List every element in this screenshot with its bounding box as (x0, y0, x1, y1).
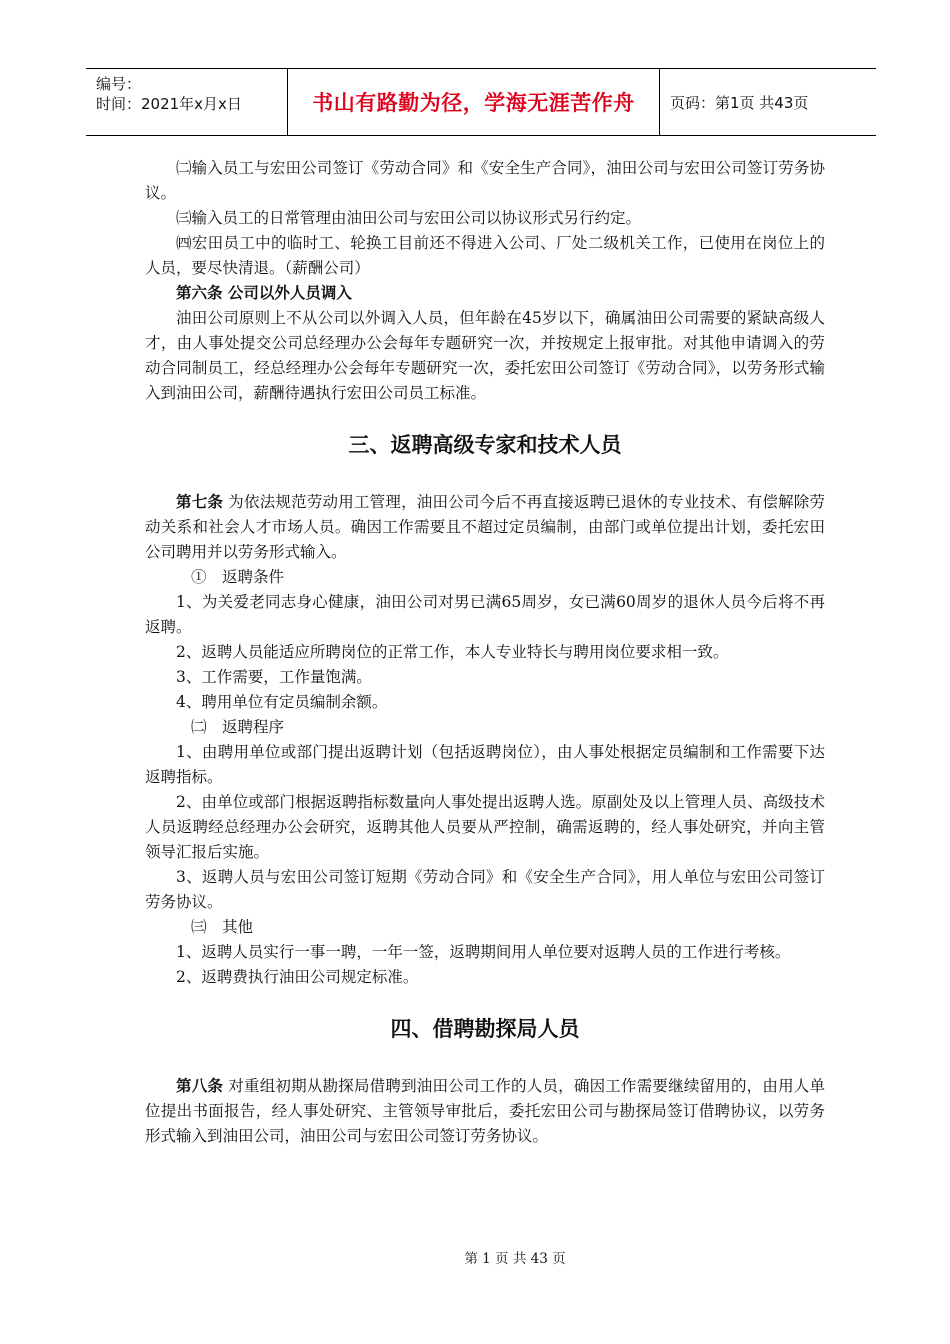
paragraph-item-2: ㈡输入员工与宏田公司签订《劳动合同》和《安全生产合同》，油田公司与宏田公司签订劳务协议。 (145, 159, 825, 202)
subsection-1-item-3: 3、工作需要，工作量饱满。 (176, 668, 372, 686)
subsection-1-title: ① 返聘条件 (191, 568, 285, 586)
document-number-label: 编号： (96, 75, 142, 93)
subsection-1-item-2: 2、返聘人员能适应所聘岗位的正常工作，本人专业特长与聘用岗位要求相一致。 (176, 643, 729, 661)
header-page-number: 页码：第1页 共43页 (670, 93, 809, 112)
article-8 (145, 1074, 825, 1149)
subsection-2-title: ㈡ 返聘程序 (191, 718, 285, 736)
subsection-2-item-2: 2、由单位或部门根据返聘指标数量向人事处提出返聘人选。原副处及以上管理人员、高级技术人员返聘经总经理办公会研究，返聘其他人员要从严控制，确需返聘的，经人事处研究，并向主管领导汇报后实施。 (145, 793, 825, 861)
article-8-label: 第八条 (176, 1077, 224, 1095)
header-page-cell (660, 69, 876, 135)
subsection-2-item-1: 1、由聘用单位或部门提出返聘计划（包括返聘岗位），由人事处根据定员编制和工作需要下达返聘指标。 (145, 743, 825, 786)
article-6-title: 第六条 公司以外人员调入 (176, 284, 352, 302)
article-6-text: 油田公司原则上不从公司以外调入人员，但年龄在45岁以下，确属油田公司需要的紧缺高级人才，由人事处提交公司总经理办公会每年专题研究一次，并按规定上报审批。对其他申请调入的劳动合同制员工，经总经理办公会每年专题研究一次，委托宏田公司签订《劳动合同》，以劳务形式输入到油田公司，薪酬待遇执行宏田公司员工标准。 (145, 309, 825, 402)
section-4-heading: 四、借聘勘探局人员 (390, 1017, 580, 1041)
subsection-3-item-2: 2、返聘费执行油田公司规定标准。 (176, 968, 419, 986)
subsection-1-item-1: 1、为关爱老同志身心健康，油田公司对男已满65周岁，女已满60周岁的退休人员今后将不再返聘。 (145, 593, 825, 636)
document-body (145, 156, 825, 1149)
article-8-text: 对重组初期从勘探局借聘到油田公司工作的人员，确因工作需要继续留用的，由用人单位提出书面报告，经人事处研究、主管领导审批后，委托宏田公司与勘探局签订借聘协议，以劳务形式输入到油田公司，油田公司与宏田公司签订劳务协议。 (145, 1077, 825, 1145)
header-motto-cell (288, 69, 660, 135)
header-left-cell (86, 69, 288, 135)
article-7-text: 为依法规范劳动用工管理，油田公司今后不再直接返聘已退休的专业技术、有偿解除劳动关系和社会人才市场人员。确因工作需要且不超过定员编制，由部门或单位提出计划，委托宏田公司聘用并以劳务形式输入。 (145, 493, 825, 561)
subsection-3-title: ㈢ 其他 (191, 918, 254, 936)
subsection-1-item-4: 4、聘用单位有定员编制余额。 (176, 693, 388, 711)
page-header (86, 68, 876, 136)
document-time-label: 时间：2021年x月x日 (96, 95, 242, 113)
header-motto: 书山有路勤为径，学海无涯苦作舟 (312, 91, 635, 115)
paragraph-item-3: ㈢输入员工的日常管理由油田公司与宏田公司以协议形式另行约定。 (176, 209, 642, 227)
section-3-heading: 三、返聘高级专家和技术人员 (348, 433, 622, 457)
page-footer: 第 1 页 共 43 页 (464, 1251, 566, 1267)
article-7 (145, 490, 825, 565)
subsection-3-item-1: 1、返聘人员实行一事一聘，一年一签，返聘期间用人单位要对返聘人员的工作进行考核。 (176, 943, 791, 961)
paragraph-item-4: ㈣宏田员工中的临时工、轮换工目前还不得进入公司、厂处二级机关工作，已使用在岗位上的人员，要尽快清退。（薪酬公司） (145, 234, 825, 277)
article-7-label: 第七条 (176, 493, 224, 511)
subsection-2-item-3: 3、返聘人员与宏田公司签订短期《劳动合同》和《安全生产合同》，用人单位与宏田公司签订劳务协议。 (145, 868, 825, 911)
